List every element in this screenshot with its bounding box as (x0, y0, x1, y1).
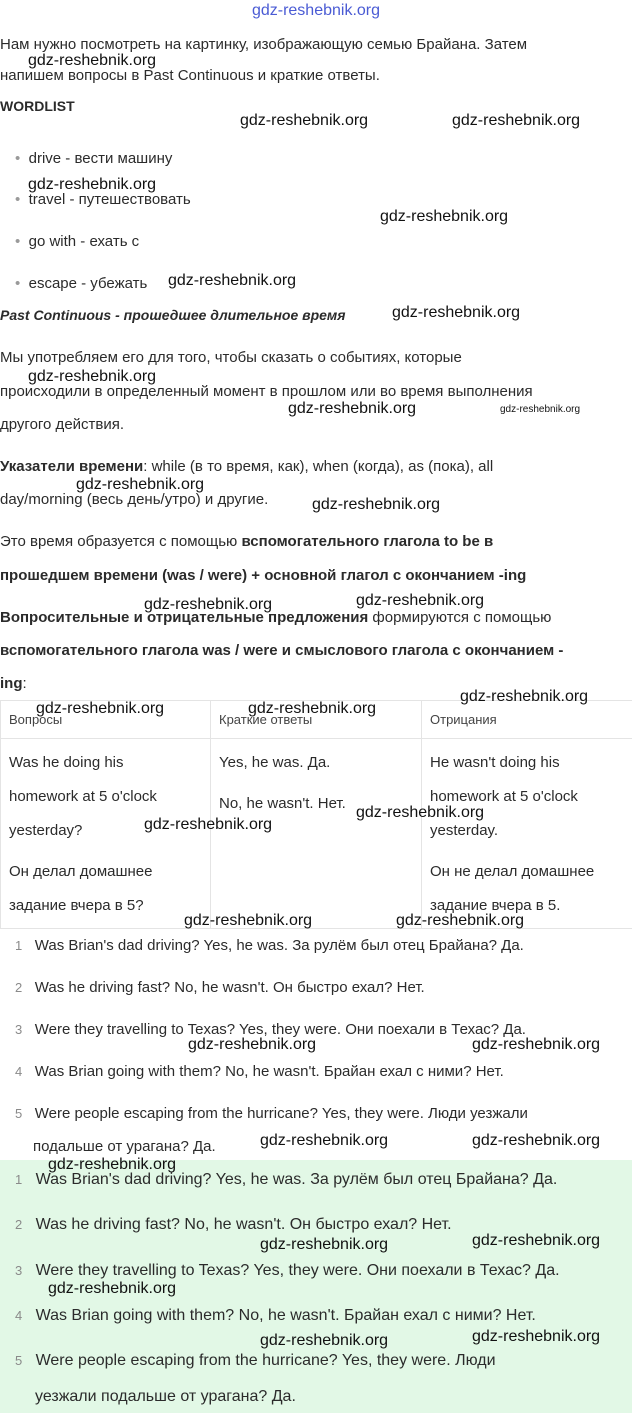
watermark: gdz-reshebnik.org (472, 1232, 601, 1249)
intro-line-1: Нам нужно посмотреть на картинку, изображающую семью Брайана. Затем (0, 36, 528, 53)
watermark: gdz-reshebnik.org (184, 912, 313, 929)
table-header: Вопросы (1, 701, 211, 739)
watermark: gdz-reshebnik.org (472, 1328, 601, 1345)
usage-line-2: происходили в определенный момент в прошлом или во время выполнения (0, 383, 533, 400)
answer-line: 4 Was Brian going with them? No, he wasn't. Брайан ехал с ними? Нет. (15, 1307, 536, 1324)
watermark: gdz-reshebnik.org (380, 208, 509, 225)
list-item: 3 Were they travelling to Texas? Yes, they were. Они поехали в Техас? Да. (15, 1021, 526, 1038)
intro-line-2: напишем вопросы в Past Continuous и краткие ответы. (0, 67, 380, 84)
site-header-link[interactable]: gdz-reshebnik.org (251, 2, 381, 19)
bullet-icon: • (15, 233, 21, 250)
watermark: gdz-reshebnik.org (28, 368, 157, 385)
watermark: gdz-reshebnik.org (188, 1036, 317, 1053)
questions-rule: Вопросительные и отрицательные предложения формируются с помощью (0, 609, 552, 626)
watermark: gdz-reshebnik.org (248, 700, 377, 717)
watermark: gdz-reshebnik.org (500, 404, 581, 415)
watermark: gdz-reshebnik.org (312, 496, 441, 513)
wordlist-item: • drive - вести машину (15, 150, 173, 167)
list-item: 1 Was Brian's dad driving? Yes, he was. За рулём был отец Брайана? Да. (15, 937, 524, 954)
formation-rule: Это время образуется с помощью вспомогательного глагола to be в (0, 533, 494, 550)
watermark: gdz-reshebnik.org (36, 700, 165, 717)
wordlist-item: • escape - убежать (15, 275, 148, 292)
watermark: gdz-reshebnik.org (260, 1332, 389, 1349)
watermark: gdz-reshebnik.org (260, 1132, 389, 1149)
watermark: gdz-reshebnik.org (472, 1036, 601, 1053)
wordlist-item: • go with - ехать с (15, 233, 140, 250)
bullet-icon: • (15, 191, 21, 208)
table-row (1, 739, 632, 929)
table-header: Отрицания (422, 701, 632, 739)
table-cell-answers: Yes, he was. Да. No, he wasn't. Нет. (211, 739, 422, 929)
formation-rule-line-2: прошедшем времени (was / were) + основной глагол с окончанием -ing (0, 567, 527, 584)
watermark: gdz-reshebnik.org (76, 476, 205, 493)
watermark: gdz-reshebnik.org (460, 688, 589, 705)
watermark: gdz-reshebnik.org (472, 1132, 601, 1149)
questions-rule-line-2: вспомогательного глагола was / were и смыслового глагола с окончанием - (0, 642, 564, 659)
watermark: gdz-reshebnik.org (356, 592, 485, 609)
watermark: gdz-reshebnik.org (28, 52, 157, 69)
bullet-icon: • (15, 275, 21, 292)
usage-line-3: другого действия. (0, 416, 125, 433)
watermark: gdz-reshebnik.org (144, 596, 273, 613)
list-item: 2 Was he driving fast? No, he wasn't. Он быстро ехал? Нет. (15, 979, 425, 996)
time-markers-line-2: day/morning (весь день/утро) и другие. (0, 491, 269, 508)
time-markers: Указатели времени: while (в то время, как), when (когда), as (пока), all (0, 458, 494, 475)
watermark: gdz-reshebnik.org (288, 400, 417, 417)
usage-line-1: Мы употребляем его для того, чтобы сказать о событиях, которые (0, 349, 462, 366)
watermark: gdz-reshebnik.org (356, 804, 485, 821)
list-item: 4 Was Brian going with them? No, he wasn't. Брайан ехал с ними? Нет. (15, 1063, 504, 1080)
answer-line: 3 Were they travelling to Texas? Yes, they were. Они поехали в Техас? Да. (15, 1262, 560, 1279)
watermark: gdz-reshebnik.org (396, 912, 525, 929)
questions-rule-line-3: ing: (0, 675, 27, 692)
watermark: gdz-reshebnik.org (48, 1280, 177, 1297)
watermark: gdz-reshebnik.org (168, 272, 297, 289)
grammar-table (0, 700, 632, 929)
table-cell-questions: Was he doing his homework at 5 o'clock yesterday? Он делал домашнее задание вчера в 5? (1, 739, 211, 929)
answer-line: 2 Was he driving fast? No, he wasn't. Он быстро ехал? Нет. (15, 1216, 452, 1233)
table-header: Краткие ответы (211, 701, 422, 739)
watermark: gdz-reshebnik.org (144, 816, 273, 833)
watermark: gdz-reshebnik.org (28, 176, 157, 193)
answer-line: 5 Were people escaping from the hurricane? Yes, they were. Люди (15, 1352, 496, 1369)
grammar-heading: Past Continuous - прошедшее длительное время (0, 307, 346, 323)
list-item-continuation: подальше от урагана? Да. (33, 1138, 216, 1155)
watermark: gdz-reshebnik.org (452, 112, 581, 129)
answer-line-continuation: уезжали подальше от урагана? Да. (35, 1388, 296, 1405)
wordlist-title: WORDLIST (0, 98, 75, 114)
answer-line: 1 Was Brian's dad driving? Yes, he was. За рулём был отец Брайана? Да. (15, 1171, 558, 1188)
watermark: gdz-reshebnik.org (240, 112, 369, 129)
bullet-icon: • (15, 150, 21, 167)
wordlist-item: • travel - путешествовать (15, 191, 191, 208)
watermark: gdz-reshebnik.org (48, 1156, 177, 1173)
watermark: gdz-reshebnik.org (260, 1236, 389, 1253)
watermark: gdz-reshebnik.org (392, 304, 521, 321)
list-item: 5 Were people escaping from the hurricane? Yes, they were. Люди уезжали (15, 1105, 528, 1122)
table-cell-negations: He wasn't doing his homework at 5 o'clock yesterday. Он не делал домашнее задание вчера в 5. (422, 739, 632, 929)
